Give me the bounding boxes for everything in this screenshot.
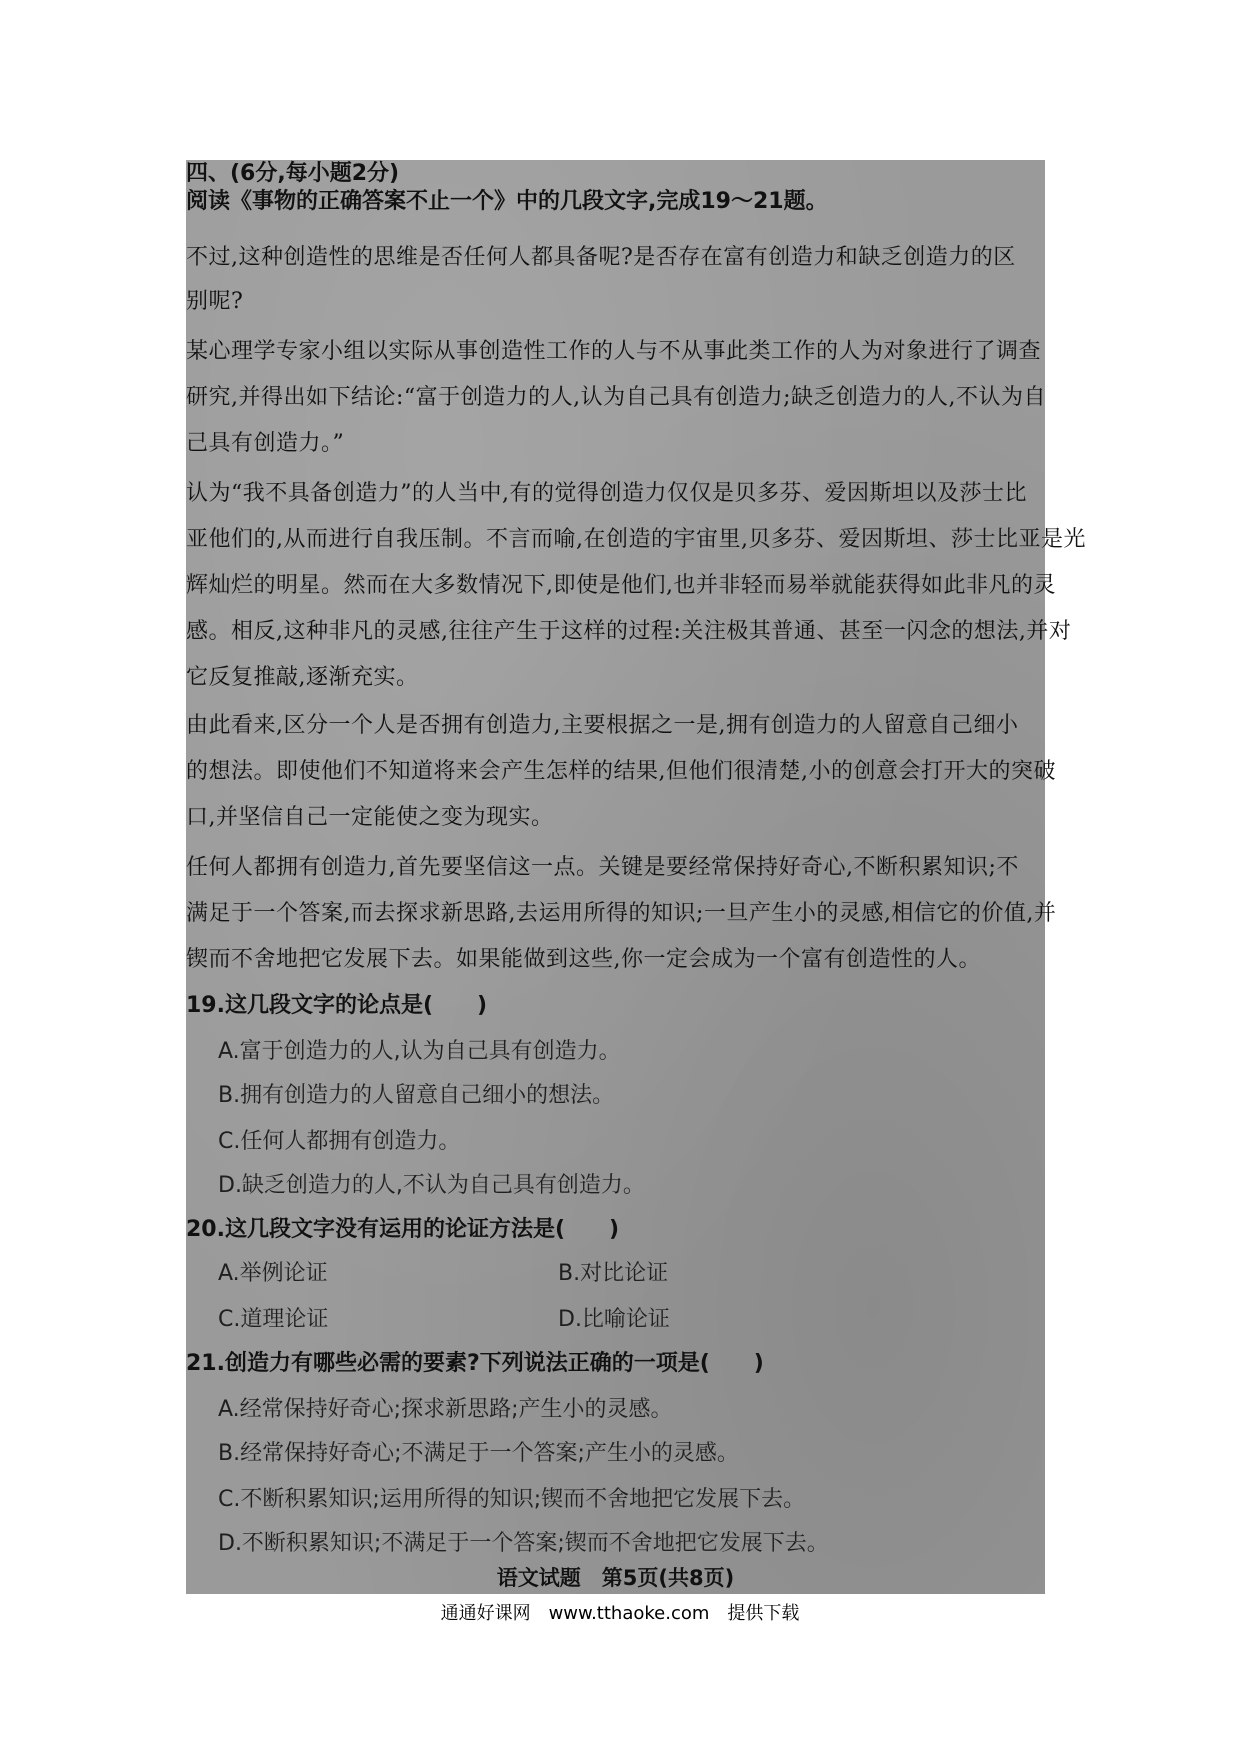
passage-line: 由此看来,区分一个人是否拥有创造力,主要根据之一是,拥有创造力的人留意自己细小: [186, 713, 1019, 738]
passage-line: 口,并坚信自己一定能使之变为现实。: [186, 805, 554, 830]
download-watermark: 通通好课网 www.tthaoke.com 提供下载: [440, 1603, 800, 1624]
passage-line: 研究,并得出如下结论:“富于创造力的人,认为自己具有创造力;缺乏创造力的人,不认为自: [186, 385, 1047, 410]
passage-line: 辉灿烂的明星。然而在大多数情况下,即使是他们,也并非轻而易举就能获得如此非凡的灵: [186, 573, 1056, 598]
section-instruction: 阅读《事物的正确答案不止一个》中的几段文字,完成19～21题。: [186, 189, 828, 214]
section-heading: 四、(6分,每小题2分): [186, 161, 400, 186]
question-20-option-c: C.道理论证: [218, 1307, 329, 1332]
question-19-option-c: C.任何人都拥有创造力。: [218, 1129, 461, 1154]
question-21-stem: 21.创造力有哪些必需的要素?下列说法正确的一项是( ): [186, 1351, 764, 1376]
passage-line: 己具有创造力。”: [186, 431, 345, 456]
passage-line: 亚他们的,从而进行自我压制。不言而喻,在创造的宇宙里,贝多芬、爱因斯坦、莎士比亚是光: [186, 527, 1086, 552]
question-19-stem: 19.这几段文字的论点是( ): [186, 993, 488, 1018]
passage-line: 的想法。即使他们不知道将来会产生怎样的结果,但他们很清楚,小的创意会打开大的突破: [186, 759, 1056, 784]
question-21-option-b: B.经常保持好奇心;不满足于一个答案;产生小的灵感。: [218, 1441, 739, 1466]
page-footer: 语文试题 第5页(共8页): [496, 1566, 735, 1590]
passage-line: 满足于一个答案,而去探求新思路,去运用所得的知识;一旦产生小的灵感,相信它的价值,并: [186, 901, 1057, 926]
question-20-option-a: A.举例论证: [218, 1261, 328, 1286]
question-21-option-a: A.经常保持好奇心;探求新思路;产生小的灵感。: [218, 1397, 673, 1422]
question-20-option-b: B.对比论证: [558, 1261, 669, 1286]
passage-line: 别呢?: [186, 289, 244, 314]
passage-line: 它反复推敲,逐渐充实。: [186, 665, 419, 690]
question-19-option-a: A.富于创造力的人,认为自己具有创造力。: [218, 1039, 621, 1064]
scanned-exam-page: [186, 160, 1086, 1594]
question-20-option-d: D.比喻论证: [558, 1307, 670, 1332]
question-19-option-b: B.拥有创造力的人留意自己细小的想法。: [218, 1083, 615, 1108]
passage-line: 不过,这种创造性的思维是否任何人都具备呢?是否存在富有创造力和缺乏创造力的区: [186, 245, 1016, 270]
question-20-stem: 20.这几段文字没有运用的论证方法是( ): [186, 1217, 620, 1242]
passage-line: 任何人都拥有创造力,首先要坚信这一点。关键是要经常保持好奇心,不断积累知识;不: [186, 855, 1019, 880]
passage-line: 感。相反,这种非凡的灵感,往往产生于这样的过程:关注极其普通、甚至一闪念的想法,并对: [186, 619, 1072, 644]
question-19-option-d: D.缺乏创造力的人,不认为自己具有创造力。: [218, 1173, 645, 1198]
passage-line: 认为“我不具备创造力”的人当中,有的觉得创造力仅仅是贝多芬、爱因斯坦以及莎士比: [186, 481, 1027, 506]
passage-line: 锲而不舍地把它发展下去。如果能做到这些,你一定会成为一个富有创造性的人。: [186, 947, 981, 972]
question-21-option-c: C.不断积累知识;运用所得的知识;锲而不舍地把它发展下去。: [218, 1487, 806, 1512]
question-21-option-d: D.不断积累知识;不满足于一个答案;锲而不舍地把它发展下去。: [218, 1531, 829, 1556]
passage-line: 某心理学专家小组以实际从事创造性工作的人与不从事此类工作的人为对象进行了调查: [186, 339, 1042, 364]
